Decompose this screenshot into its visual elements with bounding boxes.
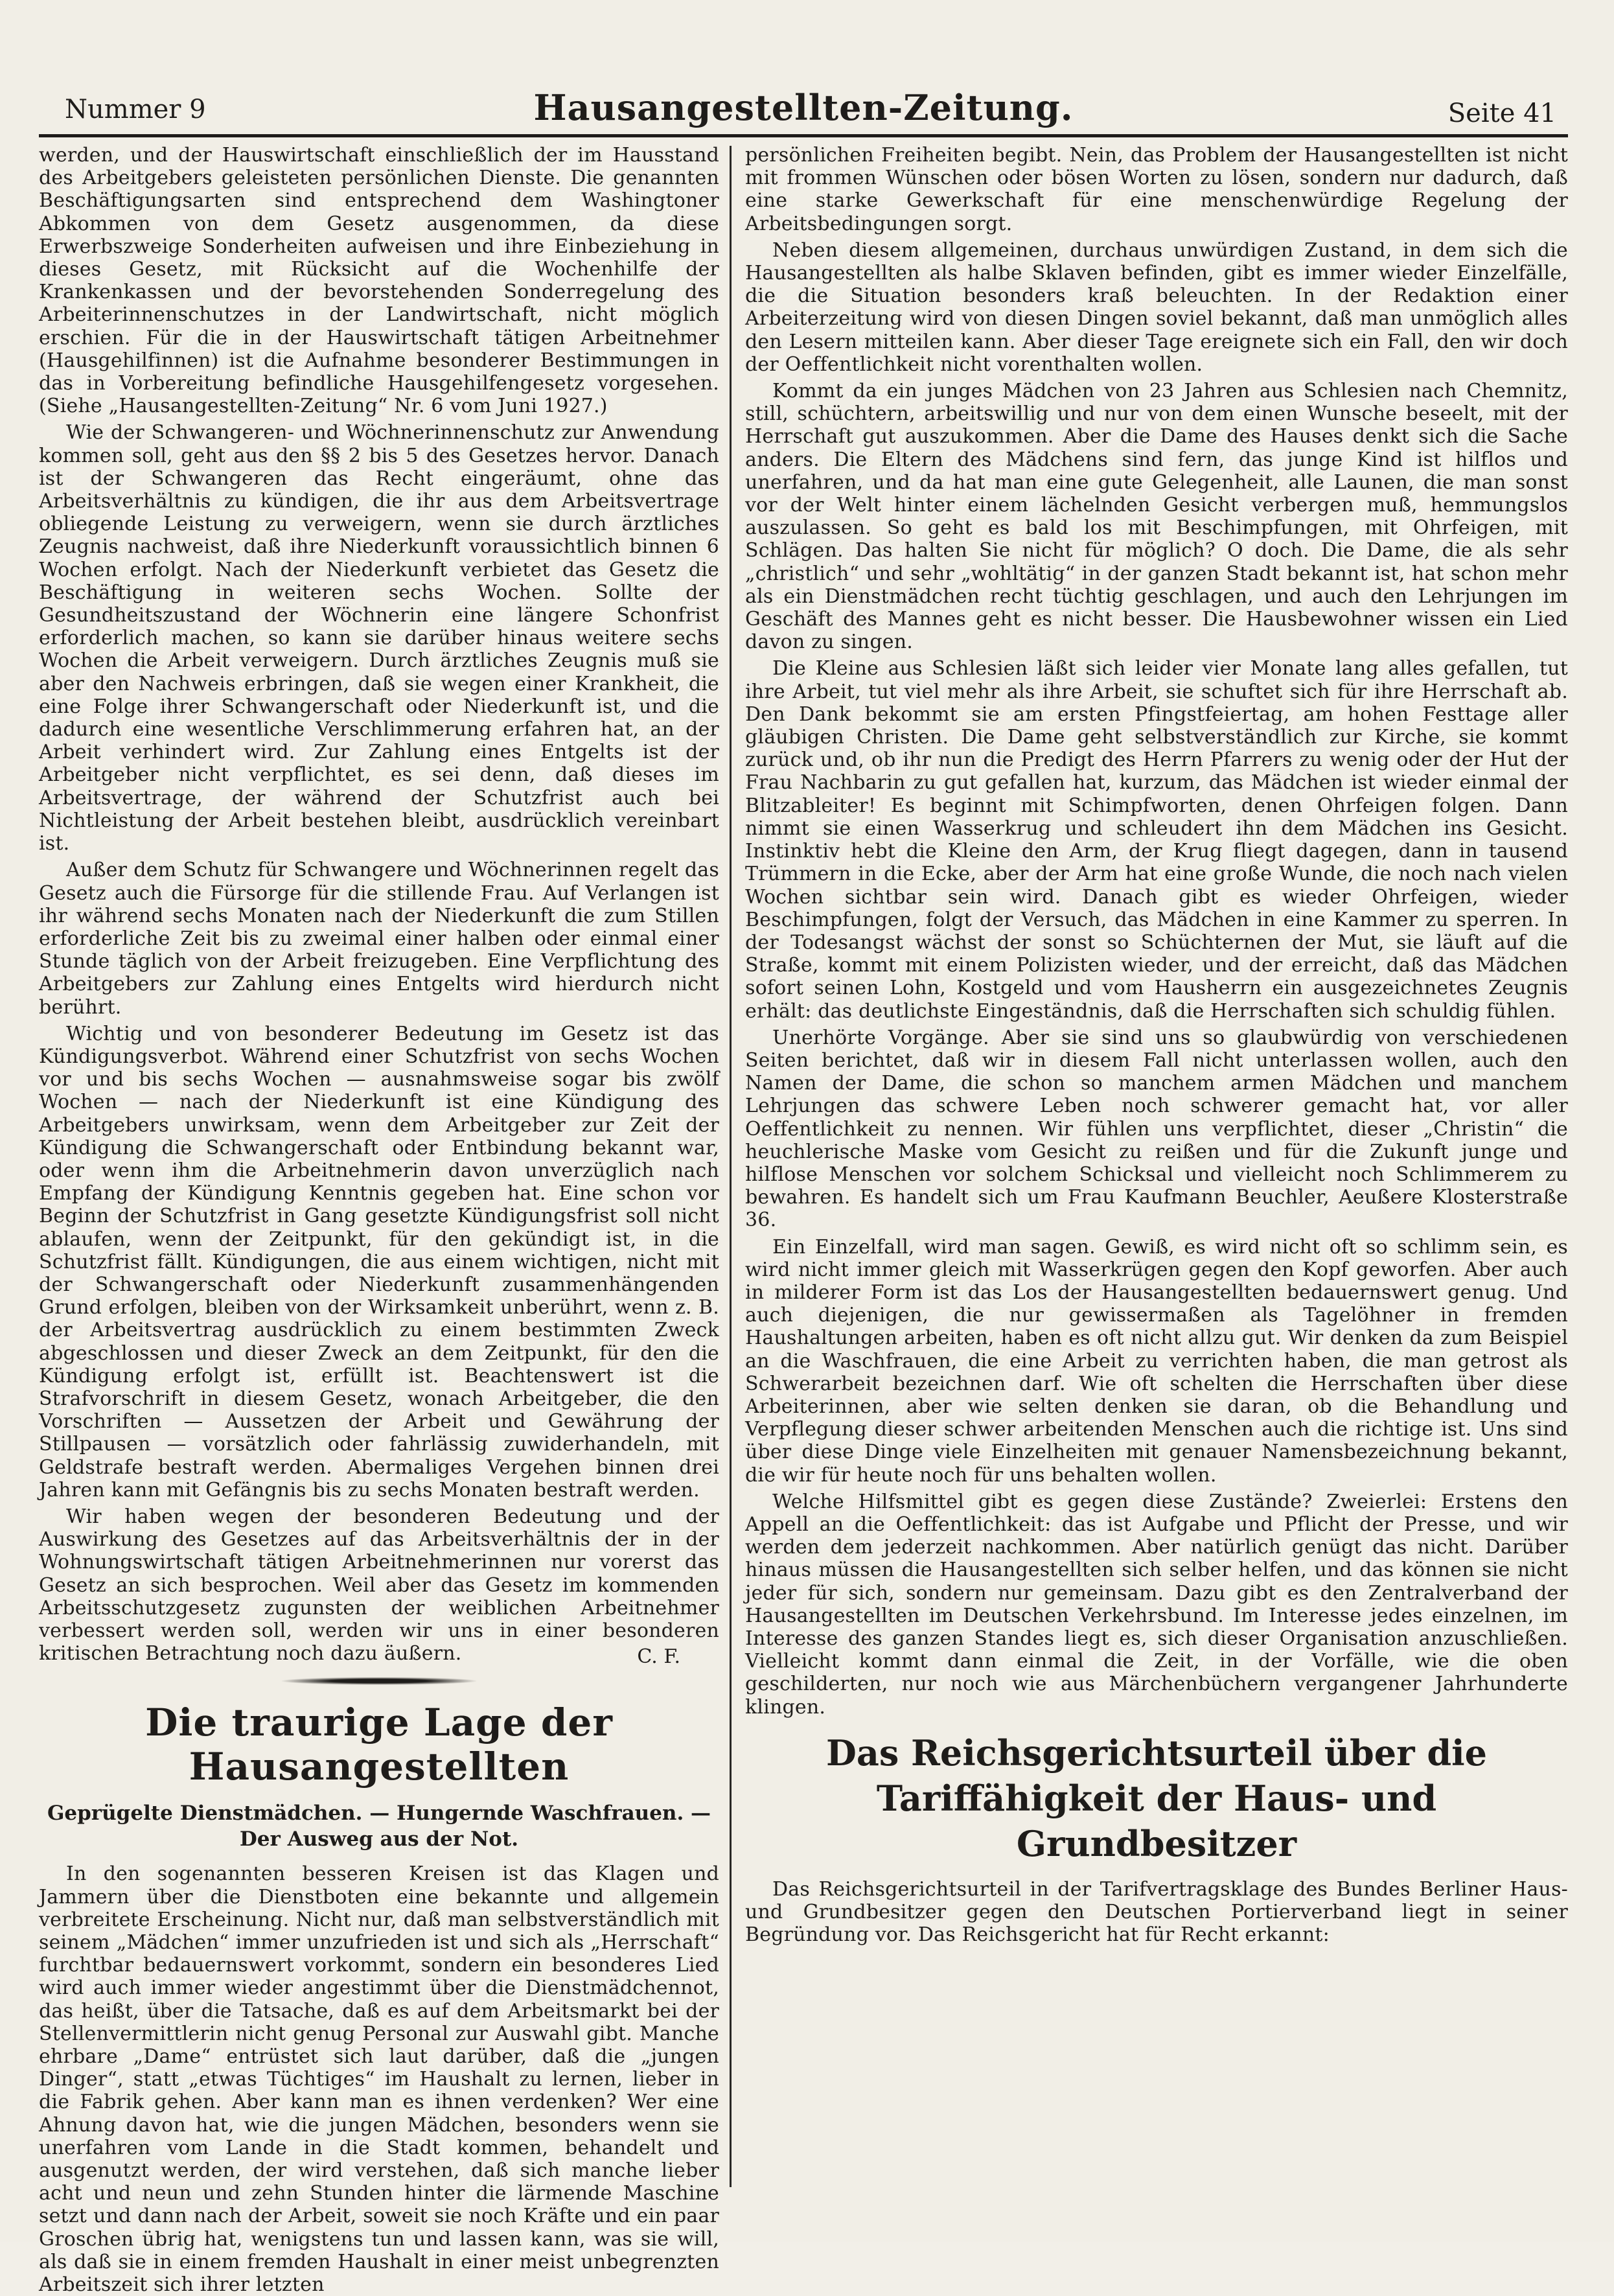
article2-paragraph-8: Welche Hilfsmittel gibt es gegen diese Zustände? Zweierlei: Erstens den Appell an die Oeffentlichkeit: das ist Aufgabe und Pflicht der Presse, und wir werden dem jederzeit nachkommen. Aber natürlich genügt das nicht. Darüber hinaus müssen die Hausangestellten sich selber helfen, und das können sie nicht jeder für sich, sondern nur gemeinsam. Dazu gibt es den Zentralverband der Hausangestellten im Deutschen Verkehrsbund. Im Interesse jedes einzelnen, im Interesse des ganzen Standes liegt es, sich dieser Organisation anzuschließen. Vielleicht kommt dann einmal die Zeit, in der Vorfälle, wie die oben geschilderten, nur noch wie aus Märchenbüchern vergangener Jahrhunderte klingen. [745, 1490, 1568, 1719]
article2-paragraph-1: In den sogenannten besseren Kreisen ist das Klagen und Jammern über die Dienstboten eine bekannte und allgemein verbreitete Erscheinung. Nicht nur, daß man selbstverständlich mit seinem „Mädchen“ immer unzufrieden ist und sich als „Herrschaft“ furchtbar bedauernswert vorkommt, sondern ein besonderes Lied wird auch immer wieder angestimmt über die Dienstmädchennot, das heißt, über die Tatsache, daß es auf dem Arbeitsmarkt bei der Stellenvermittlerin nicht genug Personal zur Auswahl gibt. Manche ehrbare „Dame“ entrüstet sich laut darüber, daß die „jungen Dinger“, statt „etwas Tüchtiges“ im Haushalt zu lernen, lieber in die Fabrik gehen. Aber kann man es ihnen verdenken? Wer eine Ahnung davon hat, wie die jungen Mädchen, besonders wenn sie unerfahren vom Lande in die Stadt kommen, behandelt und ausgenutzt werden, der wird verstehen, daß sich manche lieber acht und neun und zehn Stunden hinter die lärmende Maschine setzt und dann nach der Arbeit, soweit sie noch Kräfte und ein paar Groschen übrig hat, wenigstens tun und lassen kann, was sie will, als daß sie in einem fremden Haushalt in einer meist unbegrenzten Arbeitszeit sich ihrer letzten [39, 1862, 719, 2296]
newspaper-title: Hausangestellten-Zeitung. [533, 87, 1074, 128]
article2-paragraph-7: Ein Einzelfall, wird man sagen. Gewiß, es wird nicht oft so schlimm sein, es wird nicht immer gleich mit Wasserkrügen gegen den Kopf geworfen. Aber auch in milderer Form ist das Los der Hausangestellten bedauernswert genug. Und auch diejenigen, die nur gewissermaßen als Tagelöhner in fremden Haushaltungen arbeiten, haben es oft nicht allzu gut. Wir denken da zum Beispiel an die Waschfrauen, die eine Arbeit zu verrichten haben, die man getrost als Schwerarbeit bezeichnen darf. Wie oft schelten die Herrschaften über diese Arbeiterinnen, aber wie selten denken sie daran, ob die Behandlung und Verpflegung dieser schwer arbeitenden Menschen auch die richtige ist. Uns sind über diese Dinge viele Einzelheiten mit genauer Namensbezeichnung bekannt, die wir für heute noch für uns behalten wollen. [745, 1235, 1568, 1487]
right-column [745, 144, 1568, 2242]
column-divider [730, 146, 732, 2187]
article1-paragraph-2: Wie der Schwangeren- und Wöchnerinnenschutz zur Anwendung kommen soll, geht aus den §§ 2 bis 5 des Gesetzes hervor. Danach ist der Schwangeren das Recht eingeräumt, ohne das Arbeitsverhältnis zu kündigen, die ihr aus dem Arbeitsvertrage obliegende Leistung zu verweigern, wenn sie durch ärztliches Zeugnis nachweist, daß ihre Niederkunft voraussichtlich binnen 6 Wochen erfolgt. Nach der Niederkunft verbietet das Gesetz die Beschäftigung in weiteren sechs Wochen. Sollte der Gesundheitszustand der Wöchnerin eine längere Schonfrist erforderlich machen, so kann sie darüber hinaus weitere sechs Wochen die Arbeit verweigern. Durch ärztliches Zeugnis muß sie aber den Nachweis erbringen, daß sie wegen einer Krankheit, die eine Folge ihrer Schwangerschaft oder Niederkunft ist, und die dadurch eine wesentliche Verschlimmerung erfahren hat, an der Arbeit verhindert wird. Zur Zahlung eines Entgelts ist der Arbeitgeber nicht verpflichtet, es sei denn, daß dieses im Arbeitsvertrage, der während der Schutzfrist auch bei Nichtleistung der Arbeit bestehen bleibt, ausdrücklich vereinbart ist. [39, 421, 719, 855]
left-column [39, 144, 719, 2296]
article1-signature: C. F. [637, 1645, 680, 1669]
article2-paragraph-3: Neben diesem allgemeinen, durchaus unwürdigen Zustand, in dem sich die Hausangestellten als halbe Sklaven befinden, gibt es immer wieder Einzelfälle, die die Situation besonders kraß beleuchten. In der Redaktion einer Arbeiterzeitung wird von diesen Dingen soviel bekannt, daß man unmöglich alles den Lesern mitteilen kann. Aber dieser Tage ereignete sich ein Fall, den wir doch der Oeffentlichkeit nicht vorenthalten wollen. [745, 238, 1568, 376]
section-rule [282, 1677, 476, 1685]
article2-paragraph-4: Kommt da ein junges Mädchen von 23 Jahren aus Schlesien nach Chemnitz, still, schüchtern, arbeitswillig und nur von dem einen Wunsche beseelt, mit der Herrschaft gut auszukommen. Aber die Dame des Hauses denkt sich die Sache anders. Die Eltern des Mädchens sind fern, das junge Kind ist hilflos und unerfahren, und da hat man eine gute Gelegenheit, alle Launen, die man sonst vor der Welt hinter einem lächelnden Gesicht verbergen muß, hemmungslos auszulassen. So geht es bald los mit Beschimpfungen, mit Ohrfeigen, mit Schlägen. Das halten Sie nicht für möglich? O doch. Die Dame, die als sehr „christlich“ und sehr „wohltätig“ in der ganzen Stadt bekannt ist, hat schon mehr als ein Dienstmädchen recht tüchtig geschlagen, und auch den Lehrjungen im Geschäft des Mannes geht es nicht besser. Die Hausbewohner wissen ein Lied davon zu singen. [745, 380, 1568, 654]
article1-paragraph-4: Wichtig und von besonderer Bedeutung im Gesetz ist das Kündigungsverbot. Während einer Schutzfrist von sechs Wochen vor und bis sechs Wochen — ausnahmsweise sogar bis zwölf Wochen — nach der Niederkunft ist eine Kündigung des Arbeitgebers unwirksam, wenn dem Arbeitgeber zur Zeit der Kündigung die Schwangerschaft oder Entbindung bekannt war, oder wenn ihm die Arbeitnehmerin davon unverzüglich nach Empfang der Kündigung Kenntnis gegeben hat. Eine schon vor Beginn der Schutzfrist in Gang gesetzte Kündigungsfrist soll nicht ablaufen, wenn der Zeitpunkt, für den gekündigt ist, in die Schutzfrist fällt. Kündigungen, die aus einem wichtigen, nicht mit der Schwangerschaft oder Niederkunft zusammenhängenden Grund erfolgen, bleiben von der Wirksamkeit unberührt, wenn z. B. der Arbeitsvertrag ausdrücklich zu einem bestimmten Zweck abgeschlossen und dieser Zweck an dem Zeitpunkt, für den die Kündigung erfolgt ist, erfüllt ist. Beachtenswert ist die Strafvorschrift in diesem Gesetz, wonach Arbeitgeber, die den Vorschriften — Aussetzen der Arbeit und Gewährung der Stillpausen — vorsätzlich oder fahrlässig zuwiderhandeln, mit Geldstrafe bestraft werden. Abermaliges Vergehen binnen drei Jahren kann mit Gefängnis bis zu sechs Monaten bestraft werden. [39, 1022, 719, 1502]
issue-number: Nummer 9 [65, 95, 206, 124]
article2-subtitle: Geprügelte Dienstmädchen. — Hungernde Waschfrauen. — Der Ausweg aus der Not. [47, 1802, 711, 1851]
article1-paragraph-5: Wir haben wegen der besonderen Bedeutung und der Auswirkung des Gesetzes auf das Arbeitsverhältnis der in der Wohnungswirtschaft tätigen Arbeitnehmerinnen nur vorerst das Gesetz an sich besprochen. Weil aber das Gesetz im kommenden Arbeitsschutzgesetz zugunsten der weiblichen Arbeitnehmer verbessert werden soll, werden wir uns in einer besonderen kritischen Betrachtung noch dazu äußern. [39, 1505, 719, 1665]
article1-paragraph-3: Außer dem Schutz für Schwangere und Wöchnerinnen regelt das Gesetz auch die Fürsorge für die stillende Frau. Auf Verlangen ist ihr während sechs Monaten nach der Niederkunft die zum Stillen erforderliche Zeit bis zu zweimal einer halben oder einmal einer Stunde täglich von der Arbeit freizugeben. Eine Verpflichtung des Arbeitgebers zur Zahlung eines Entgelts wird hierdurch nicht berührt. [39, 859, 719, 1019]
article2-paragraph-2: persönlichen Freiheiten begibt. Nein, das Problem der Hausangestellten ist nicht mit frommen Wünschen oder bösen Worten zu lösen, sondern nur dadurch, daß eine starke Gewerkschaft für eine menschenwürdige Regelung der Arbeitsbedingungen sorgt. [745, 144, 1568, 235]
article3-paragraph-1: Das Reichsgerichtsurteil in der Tarifvertragsklage des Bundes Berliner Haus- und Grundbesitzer gegen den Deutschen Portierverband liegt in seiner Begründung vor. Das Reichsgericht hat für Recht erkannt: [745, 1877, 1568, 1947]
article2-paragraph-5: Die Kleine aus Schlesien läßt sich leider vier Monate lang alles gefallen, tut ihre Arbeit, tut viel mehr als ihre Arbeit, sie schuftet sich für ihre Herrschaft ab. Den Dank bekommt sie am ersten Pfingstfeiertag, am hohen Festtage aller gläubigen Christen. Die Dame geht selbstverständlich zur Kirche, sie kommt zurück und, ob ihr nun die Predigt des Herrn Pfarrers zu wenig oder der Hut der Frau Nachbarin zu gut gefallen hat, kurzum, das Mädchen ist wieder einmal der Blitzableiter! Es beginnt mit Schimpfworten, denen Ohrfeigen folgen. Dann nimmt sie einen Wasserkrug und schleudert ihn dem Mädchen ins Gesicht. Instinktiv hebt die Kleine den Arm, der Krug fliegt dagegen, dann in tausend Trümmern in die Ecke, aber der Arm hat eine große Wunde, die noch nach vielen Wochen sichtbar sein wird. Danach gibt es wieder Ohrfeigen, wieder Beschimpfungen, folgt der Versuch, das Mädchen in eine Kammer zu sperren. In der Todesangst wächst der sonst so Schüchternen der Mut, sie läuft auf die Straße, kommt mit einem Polizisten wieder, und der erreicht, daß das Mädchen sofort seinen Lohn, Kostgeld und vom Hausherrn ein ausgezeichnetes Zeugnis erhält: das deutlichste Eingeständnis, daß die Herrschaften sich schuldig fühlen. [745, 657, 1568, 1023]
article2-title: Die traurige Lage der Hausangestellten [145, 1700, 613, 1789]
article1-paragraph-1: werden, und der Hauswirtschaft einschließlich der im Hausstand des Arbeitgebers geleisteten persönlichen Dienste. Die genannten Beschäftigungsarten sind entsprechend dem Washingtoner Abkommen von dem Gesetz ausgenommen, da diese Erwerbszweige Sonderheiten aufweisen und ihre Einbeziehung in dieses Gesetz, mit Rücksicht auf die Wochenhilfe der Krankenkassen und der bevorstehenden Sonderregelung des Arbeiterinnenschutzes in der Landwirtschaft, nicht möglich erschien. Für die in der Hauswirtschaft tätigen Arbeitnehmer (Hausgehilfinnen) ist die Aufnahme besonderer Bestimmungen in das in Vorbereitung befindliche Hausgehilfengesetz vorgesehen. (Siehe „Hausangestellten-Zeitung“ Nr. 6 vom Juni 1927.) [39, 144, 719, 418]
page-header [39, 83, 1568, 137]
article3-title: Das Reichsgerichtsurteil über die Tariffähigkeit der Haus- und Grundbesitzer [826, 1732, 1487, 1864]
page-number: Seite 41 [1447, 99, 1556, 128]
article2-paragraph-6: Unerhörte Vorgänge. Aber sie sind uns so glaubwürdig von verschiedenen Seiten berichtet, daß wir in diesem Fall nicht unterlassen wollen, auch den Namen der Dame, die schon so manchem armen Mädchen und manchem Lehrjungen das schwere Leben noch schwerer gemacht hat, vor aller Oeffentlichkeit zu nennen. Wir fühlen uns verpflichtet, dieser „Christin“ die heuchlerische Maske vom Gesicht zu reißen und für die Zukunft junge und hilflose Menschen vor solchem Schicksal und vielleicht noch Schlimmerem zu bewahren. Es handelt sich um Frau Kaufmann Beuchler, Aeußere Klosterstraße 36. [745, 1026, 1568, 1232]
